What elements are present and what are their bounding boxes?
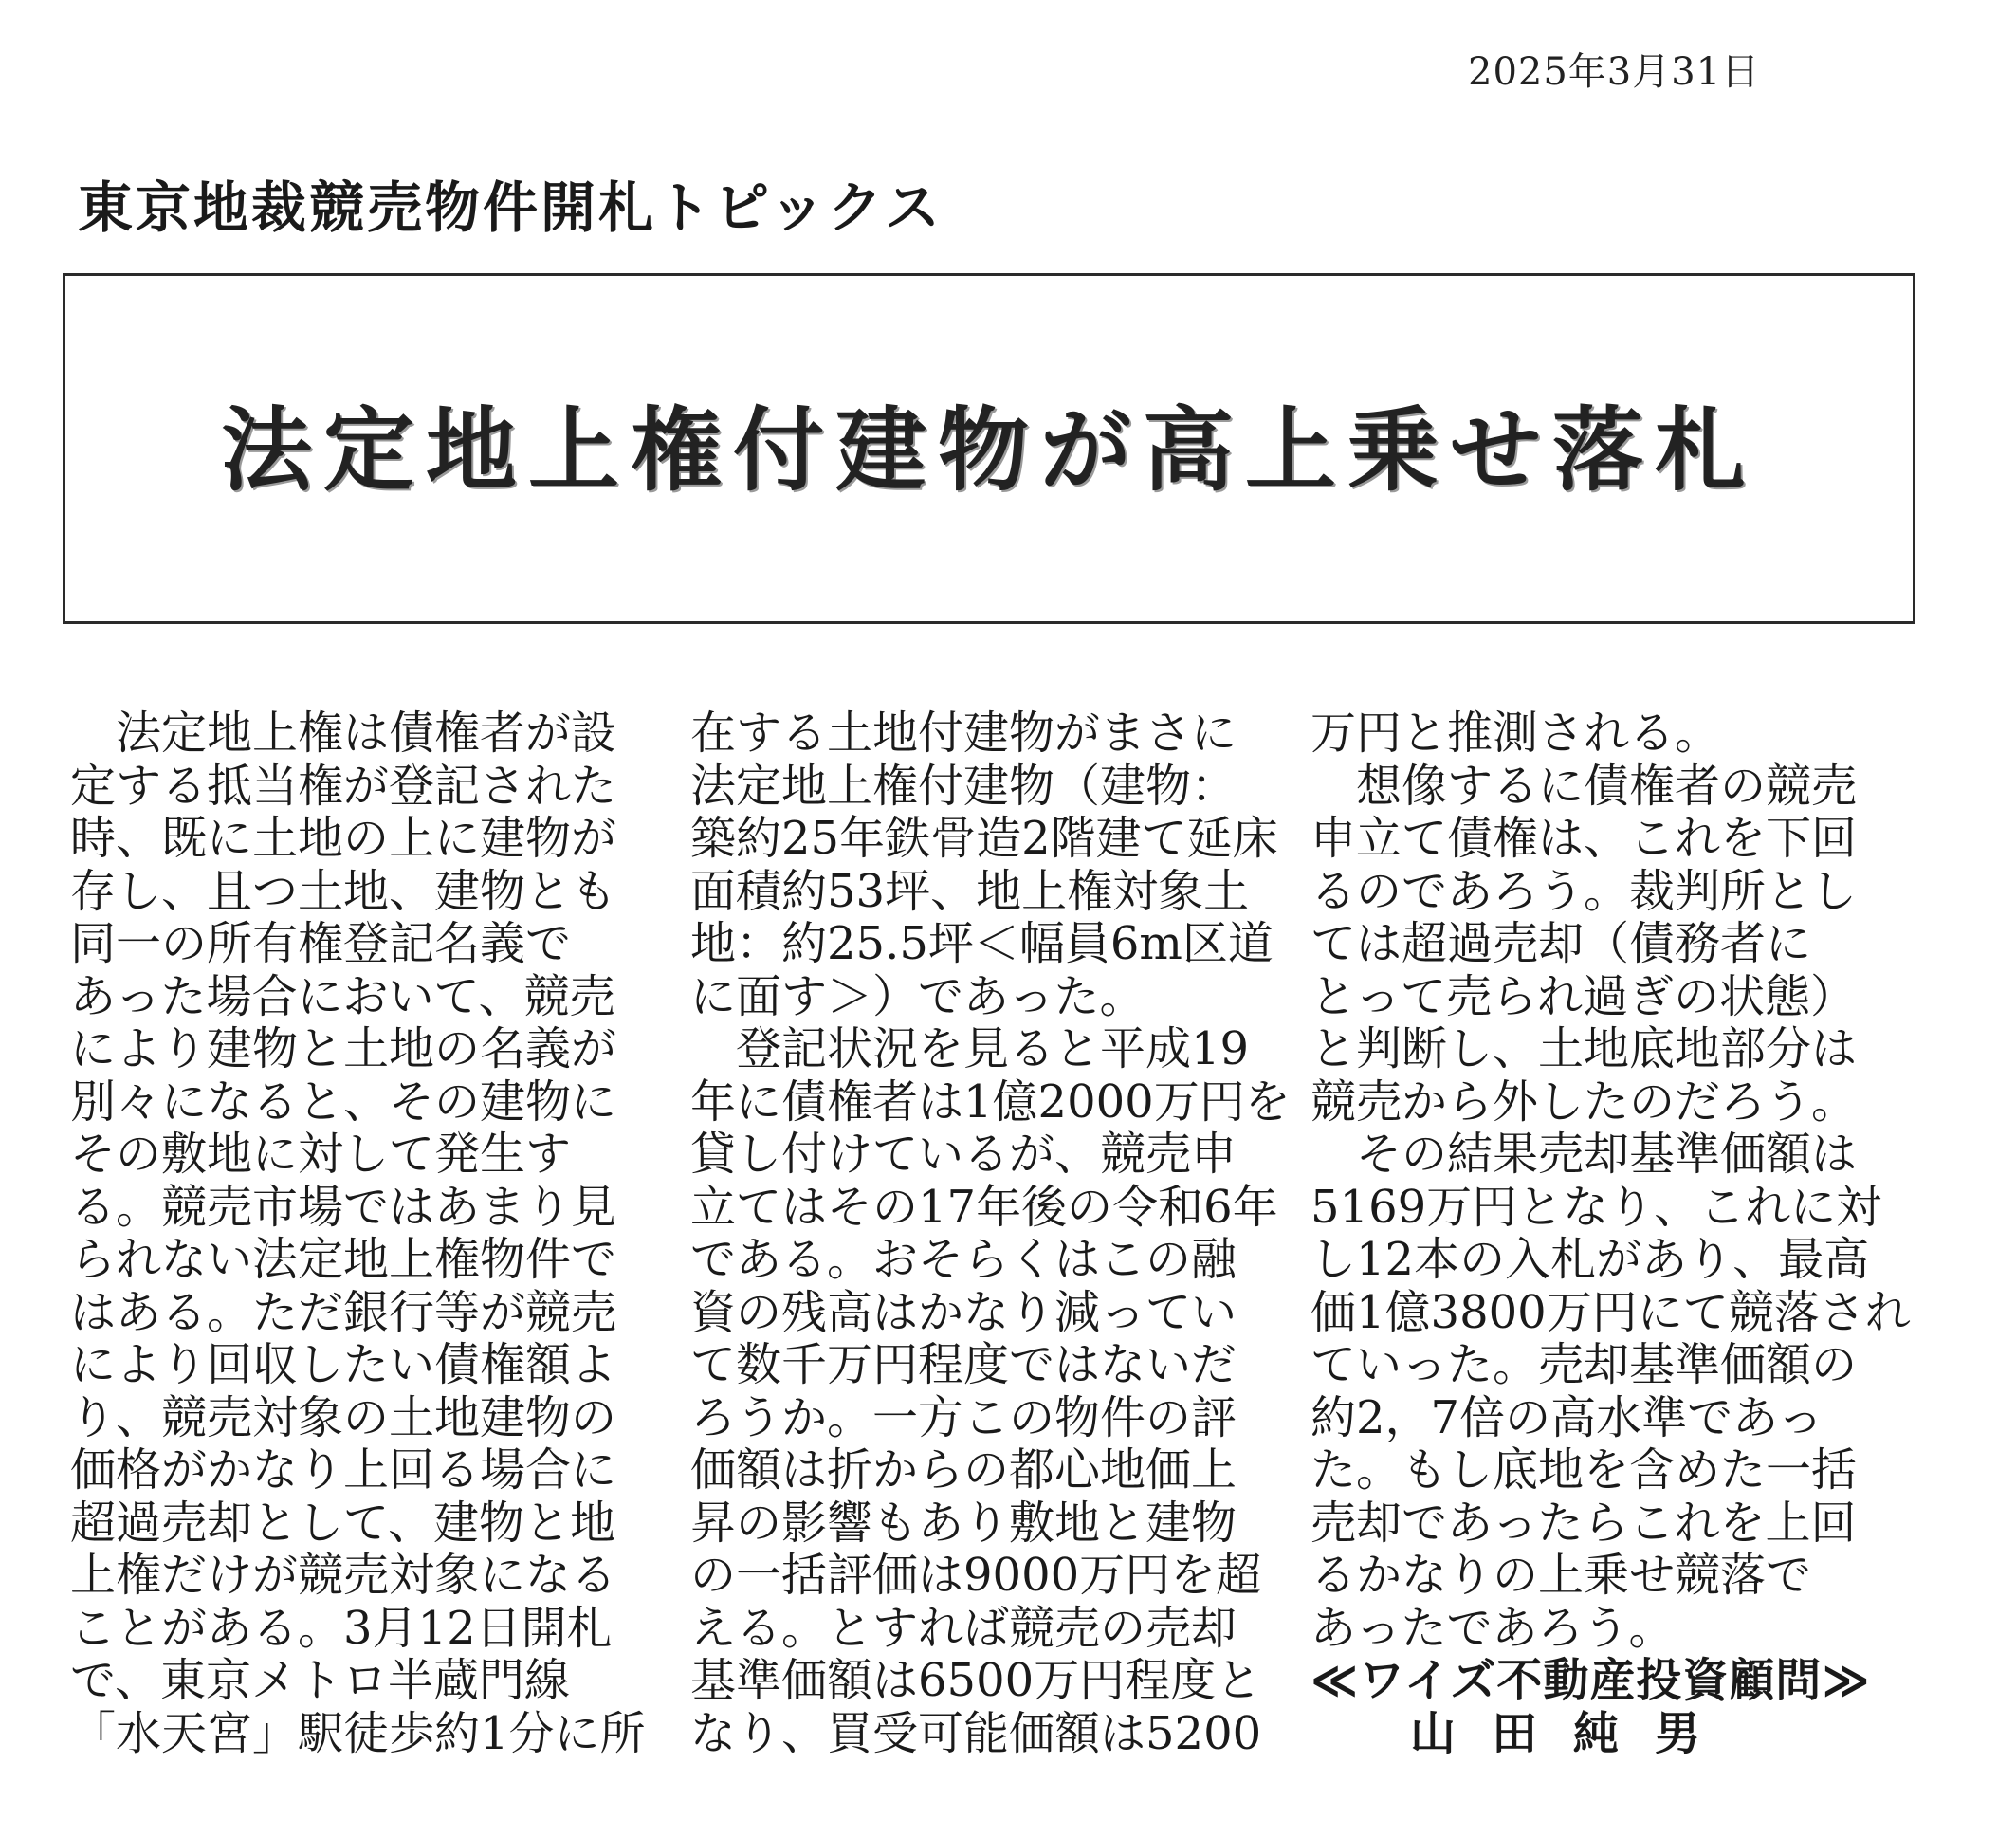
text-line: 5169万円となり、これに対 xyxy=(1310,1180,1882,1234)
text-line: により建物と土地の名義が xyxy=(70,1022,617,1075)
text-line: 申立て債権は、これを下回 xyxy=(1310,812,1858,865)
text-line: し12本の入札があり、最高 xyxy=(1310,1233,1870,1286)
text-line: で、東京メトロ半蔵門線 xyxy=(70,1654,571,1707)
signature-firm: ≪ワイズ不動産投資顧問≫ xyxy=(1310,1654,1871,1707)
text-line: ていった。売却基準価額の xyxy=(1310,1338,1858,1391)
text-line: 万円と推測される。 xyxy=(1310,707,1721,760)
text-line: の一括評価は9000万円を超 xyxy=(690,1549,1262,1602)
text-line: る。競売市場ではあまり見 xyxy=(70,1180,617,1234)
text-line: により回収したい債権額よ xyxy=(70,1338,617,1391)
text-line: 存し、且つ土地、建物とも xyxy=(70,864,617,918)
section-title: 東京地裁競売物件開札トピックス xyxy=(78,175,944,240)
article-date: 2025年3月31日 xyxy=(1468,50,1761,94)
text-line: て数千万円程度ではないだ xyxy=(690,1338,1237,1391)
text-line: 「水天宮」駅徒歩約1分に所 xyxy=(70,1706,646,1760)
text-line: 法定地上権は債権者が設 xyxy=(70,707,617,760)
text-line: た。もし底地を含めた一括 xyxy=(1310,1443,1858,1497)
text-line: なり、買受可能価額は5200 xyxy=(690,1706,1262,1760)
text-line: 面積約53坪、地上権対象土 xyxy=(690,864,1250,918)
text-line: 昇の影響もあり敷地と建物 xyxy=(690,1496,1237,1550)
text-line: 法定地上権付建物（建物： xyxy=(690,759,1237,813)
text-line: その敷地に対して発生す xyxy=(70,1128,572,1181)
text-line: るのであろう。裁判所とし xyxy=(1310,864,1858,918)
body-column-2 xyxy=(690,707,1291,1760)
text-line: える。とすれば競売の売却 xyxy=(690,1601,1237,1655)
text-line: り、競売対象の土地建物の xyxy=(70,1390,617,1444)
headline-box xyxy=(63,273,1915,624)
text-line: 築約25年鉄骨造2階建て延床 xyxy=(690,812,1278,865)
text-line: るかなりの上乗せ競落で xyxy=(1310,1549,1812,1602)
text-line: である。おそらくはこの融 xyxy=(690,1233,1237,1286)
text-line: 超過売却として、建物と地 xyxy=(70,1496,616,1550)
text-line: 同一の所有権登記名義で xyxy=(70,917,572,970)
body-column-1 xyxy=(70,707,646,1760)
text-line: ろうか。一方この物件の評 xyxy=(690,1390,1237,1444)
text-line: 別々になると、その建物に xyxy=(70,1075,617,1129)
text-line: 約2，7倍の高水準であっ xyxy=(1310,1390,1824,1444)
text-line: 地：約25.5坪＜幅員6m区道 xyxy=(690,917,1274,970)
text-line: 年に債権者は1億2000万円を xyxy=(690,1075,1291,1129)
text-line: 価格がかなり上回る場合に xyxy=(70,1443,617,1497)
text-line: 売却であったらこれを上回 xyxy=(1310,1496,1857,1550)
text-line: ては超過売却（債務者に xyxy=(1310,917,1812,970)
text-line: ことがある。3月12日開札 xyxy=(70,1601,613,1655)
text-line: 基準価額は6500万円程度と xyxy=(690,1654,1262,1707)
text-line: とって売られ過ぎの状態） xyxy=(1310,969,1857,1023)
text-line: 競売から外したのだろう。 xyxy=(1310,1075,1858,1129)
text-line: 立てはその17年後の令和6年 xyxy=(690,1180,1278,1234)
text-line: 価1億3800万円にて競落され xyxy=(1310,1285,1911,1339)
text-line: 在する土地付建物がまさに xyxy=(690,707,1237,760)
text-line: 貸し付けているが、競売申 xyxy=(690,1128,1237,1181)
text-line: その結果売却基準価額は xyxy=(1310,1128,1858,1181)
text-line: 想像するに債権者の競売 xyxy=(1310,759,1858,813)
signature-name: 山田純男 xyxy=(1410,1706,1737,1760)
headline: 法定地上権付建物が高上乗せ落札 xyxy=(221,396,1757,504)
text-line: と判断し、土地底地部分は xyxy=(1310,1022,1858,1075)
text-line: 定する抵当権が登記された xyxy=(70,759,617,813)
text-line: 上権だけが競売対象になる xyxy=(70,1549,617,1602)
text-line: に面す＞）であった。 xyxy=(690,969,1145,1023)
text-line: 登記状況を見ると平成19 xyxy=(690,1022,1250,1075)
text-line: 資の残高はかなり減ってい xyxy=(690,1285,1237,1339)
text-line: あったであろう。 xyxy=(1310,1601,1675,1655)
text-line: はある。ただ銀行等が競売 xyxy=(70,1285,617,1339)
body-column-3 xyxy=(1310,707,1911,1760)
text-line: 時、既に土地の上に建物が xyxy=(70,812,617,865)
text-line: あった場合において、競売 xyxy=(70,969,615,1023)
text-line: 価額は折からの都心地価上 xyxy=(690,1443,1237,1497)
text-line: られない法定地上権物件で xyxy=(70,1233,617,1286)
